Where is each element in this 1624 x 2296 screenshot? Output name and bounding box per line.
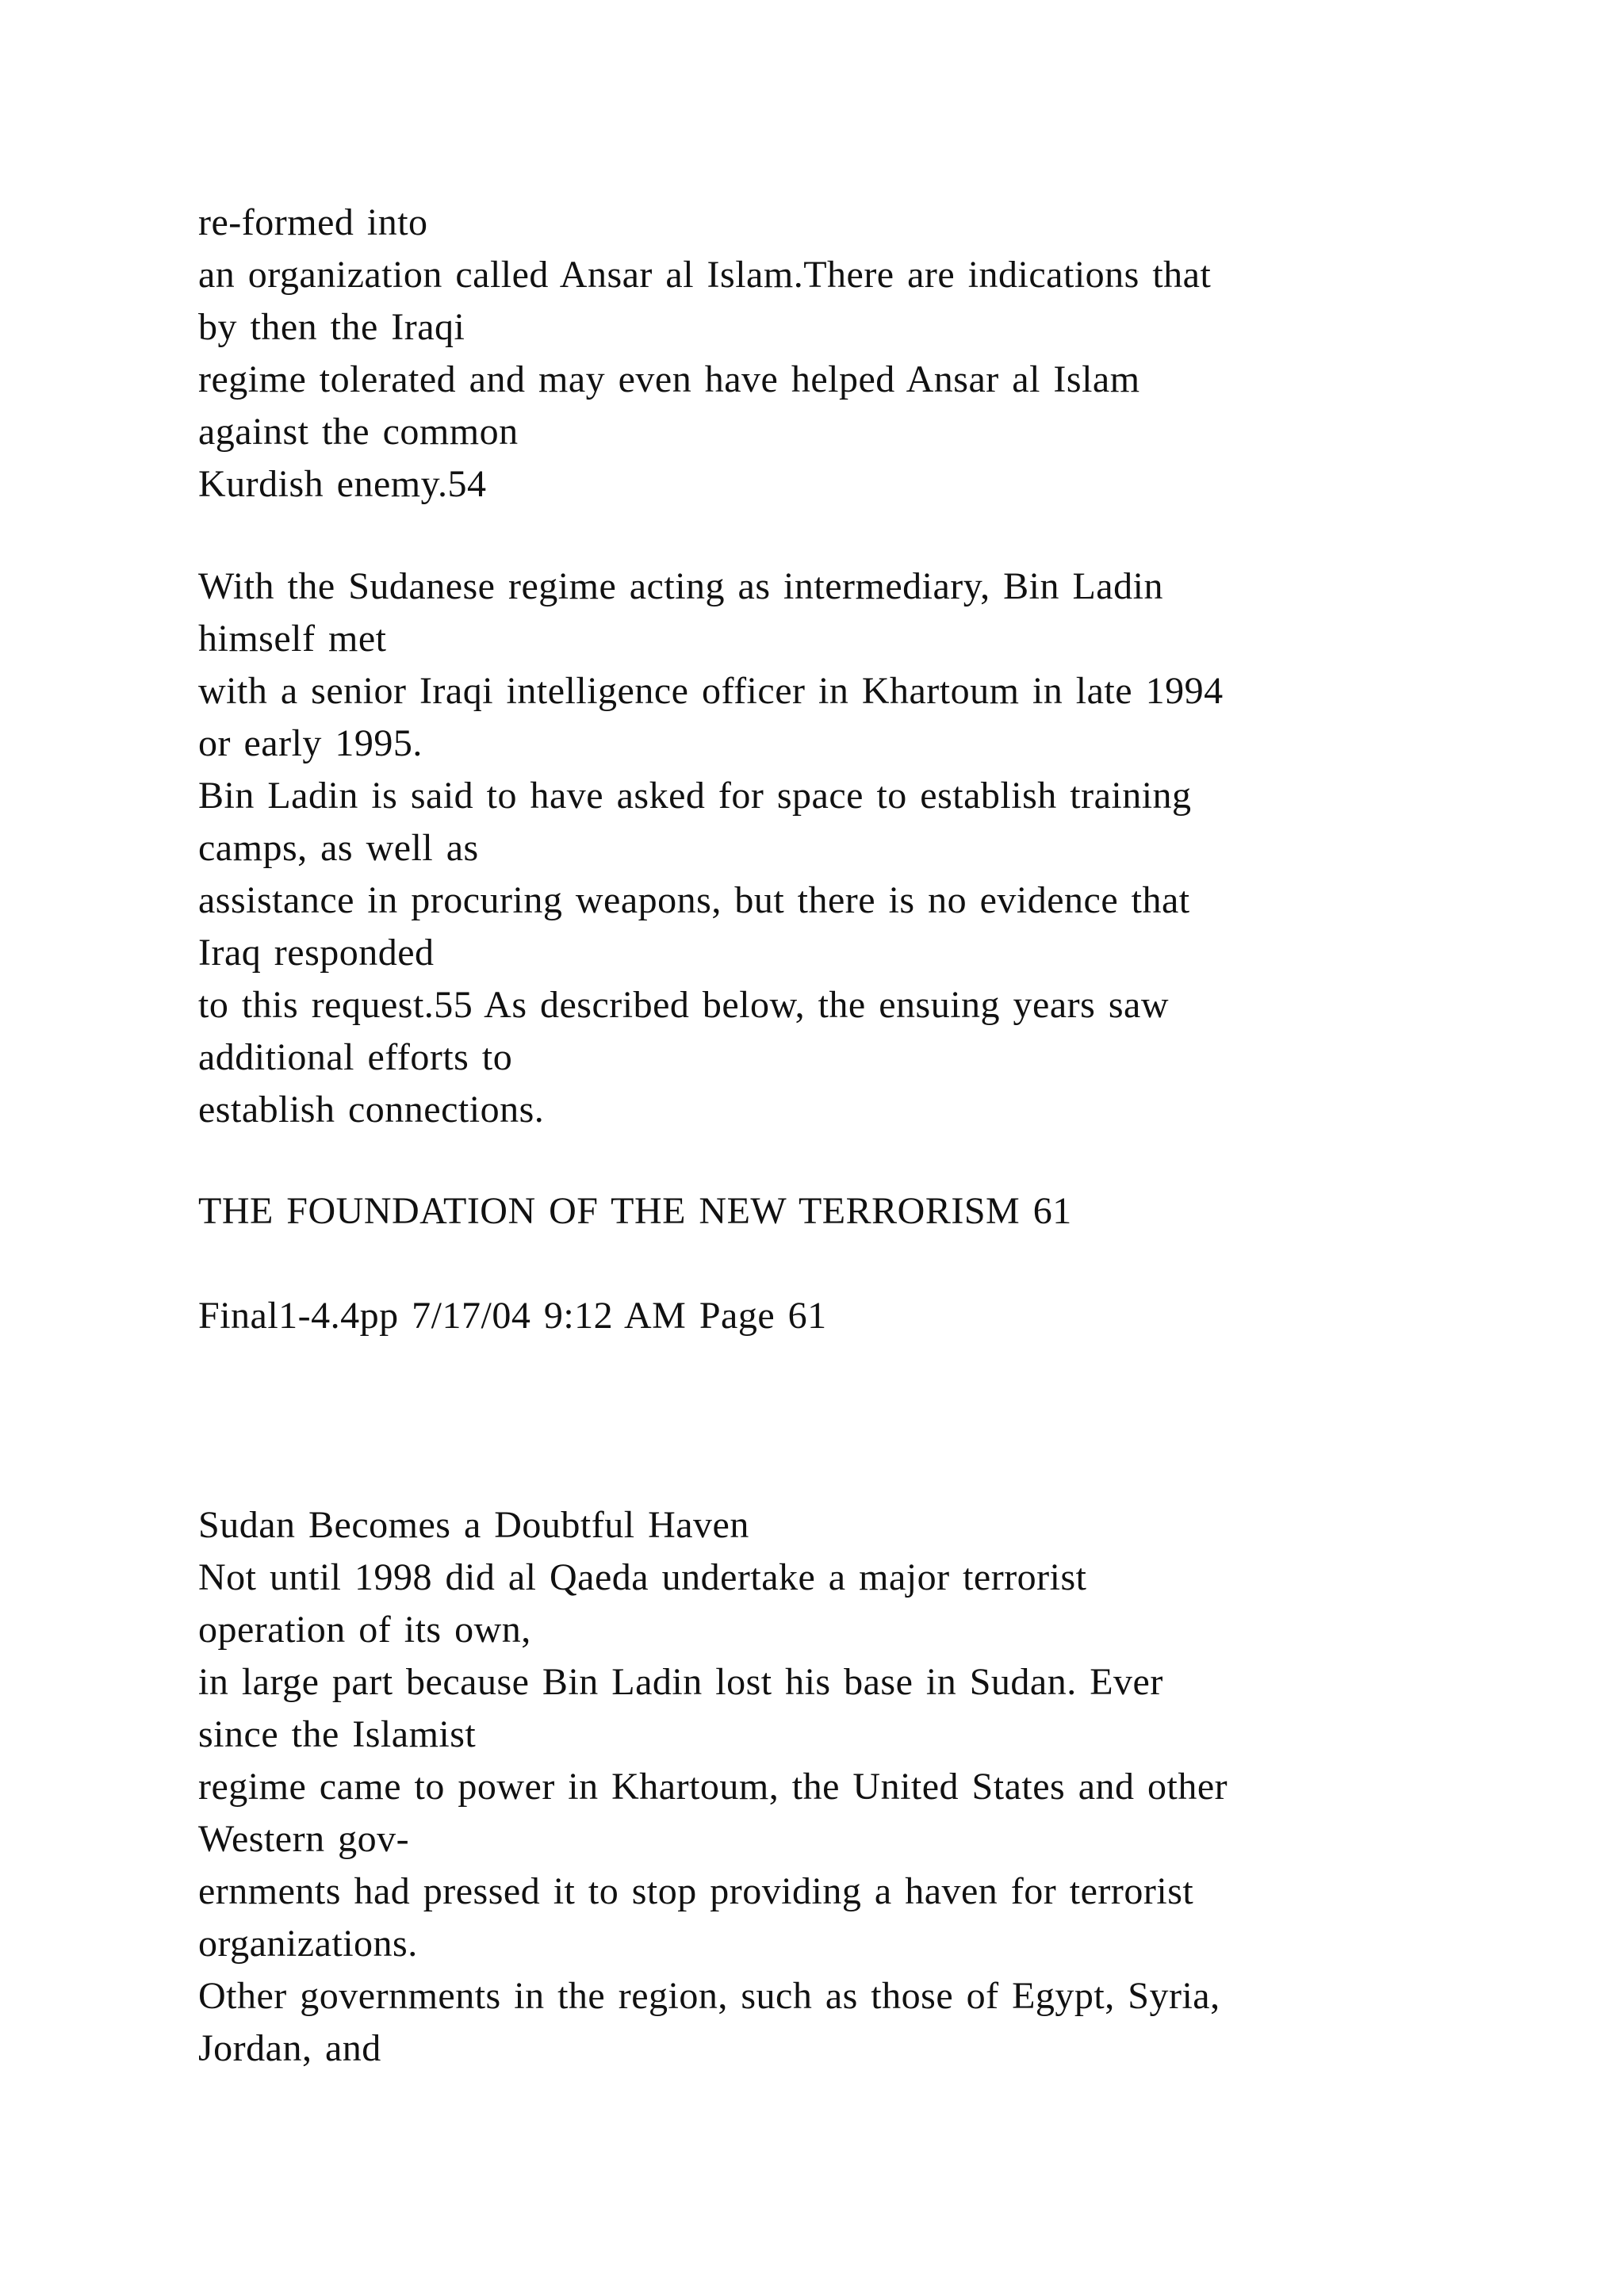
paragraph-ansar-al-islam [198,197,1594,511]
text-line: re-formed into [198,201,428,243]
text-line: camps, as well as [198,827,479,869]
text-line: against the common [198,411,519,453]
text-line: ernments had pressed it to stop providing a haven for terrorist [198,1870,1194,1912]
text-line: himself met [198,618,387,660]
text-line: With the Sudanese regime acting as intermediary, Bin Ladin [198,565,1163,607]
text-line: assistance in procuring weapons, but there is no evidence that [198,879,1190,921]
paragraph-sudanese-intermediary [198,561,1594,1136]
running-footer-text: THE FOUNDATION OF THE NEW TERRORISM 61 [198,1190,1072,1232]
text-line: Other governments in the region, such as those of Egypt, Syria, [198,1975,1220,2017]
text-line: an organization called Ansar al Islam.There are indications that [198,254,1212,296]
text-line: additional efforts to [198,1036,513,1078]
text-line: Kurdish enemy.54 [198,463,487,505]
section-heading: Sudan Becomes a Doubtful Haven [198,1504,749,1546]
running-footer [198,1185,1594,1238]
text-line: Not until 1998 did al Qaeda undertake a major terrorist [198,1556,1087,1598]
text-line: Jordan, and [198,2027,381,2069]
text-line: since the Islamist [198,1713,477,1755]
text-line: to this request.55 As described below, the ensuing years saw [198,984,1169,1026]
text-line: by then the Iraqi [198,306,465,348]
print-slug [198,1290,1594,1342]
text-line: Iraq responded [198,932,435,974]
text-line: organizations. [198,1923,418,1965]
text-line: Western gov- [198,1818,410,1860]
text-line: or early 1995. [198,722,423,764]
text-line: operation of its own, [198,1609,531,1651]
text-line: regime tolerated and may even have helped Ansar al Islam [198,358,1140,400]
text-line: with a senior Iraqi intelligence officer in Khartoum in late 1994 [198,670,1224,712]
text-line: in large part because Bin Ladin lost his base in Sudan. Ever [198,1661,1163,1703]
text-line: Bin Ladin is said to have asked for space to establish training [198,775,1192,817]
print-slug-text: Final1-4.4pp 7/17/04 9:12 AM Page 61 [198,1295,827,1337]
text-line: establish connections. [198,1089,545,1131]
section-sudan-haven [198,1499,1594,2075]
text-line: regime came to power in Khartoum, the United States and other [198,1766,1228,1808]
